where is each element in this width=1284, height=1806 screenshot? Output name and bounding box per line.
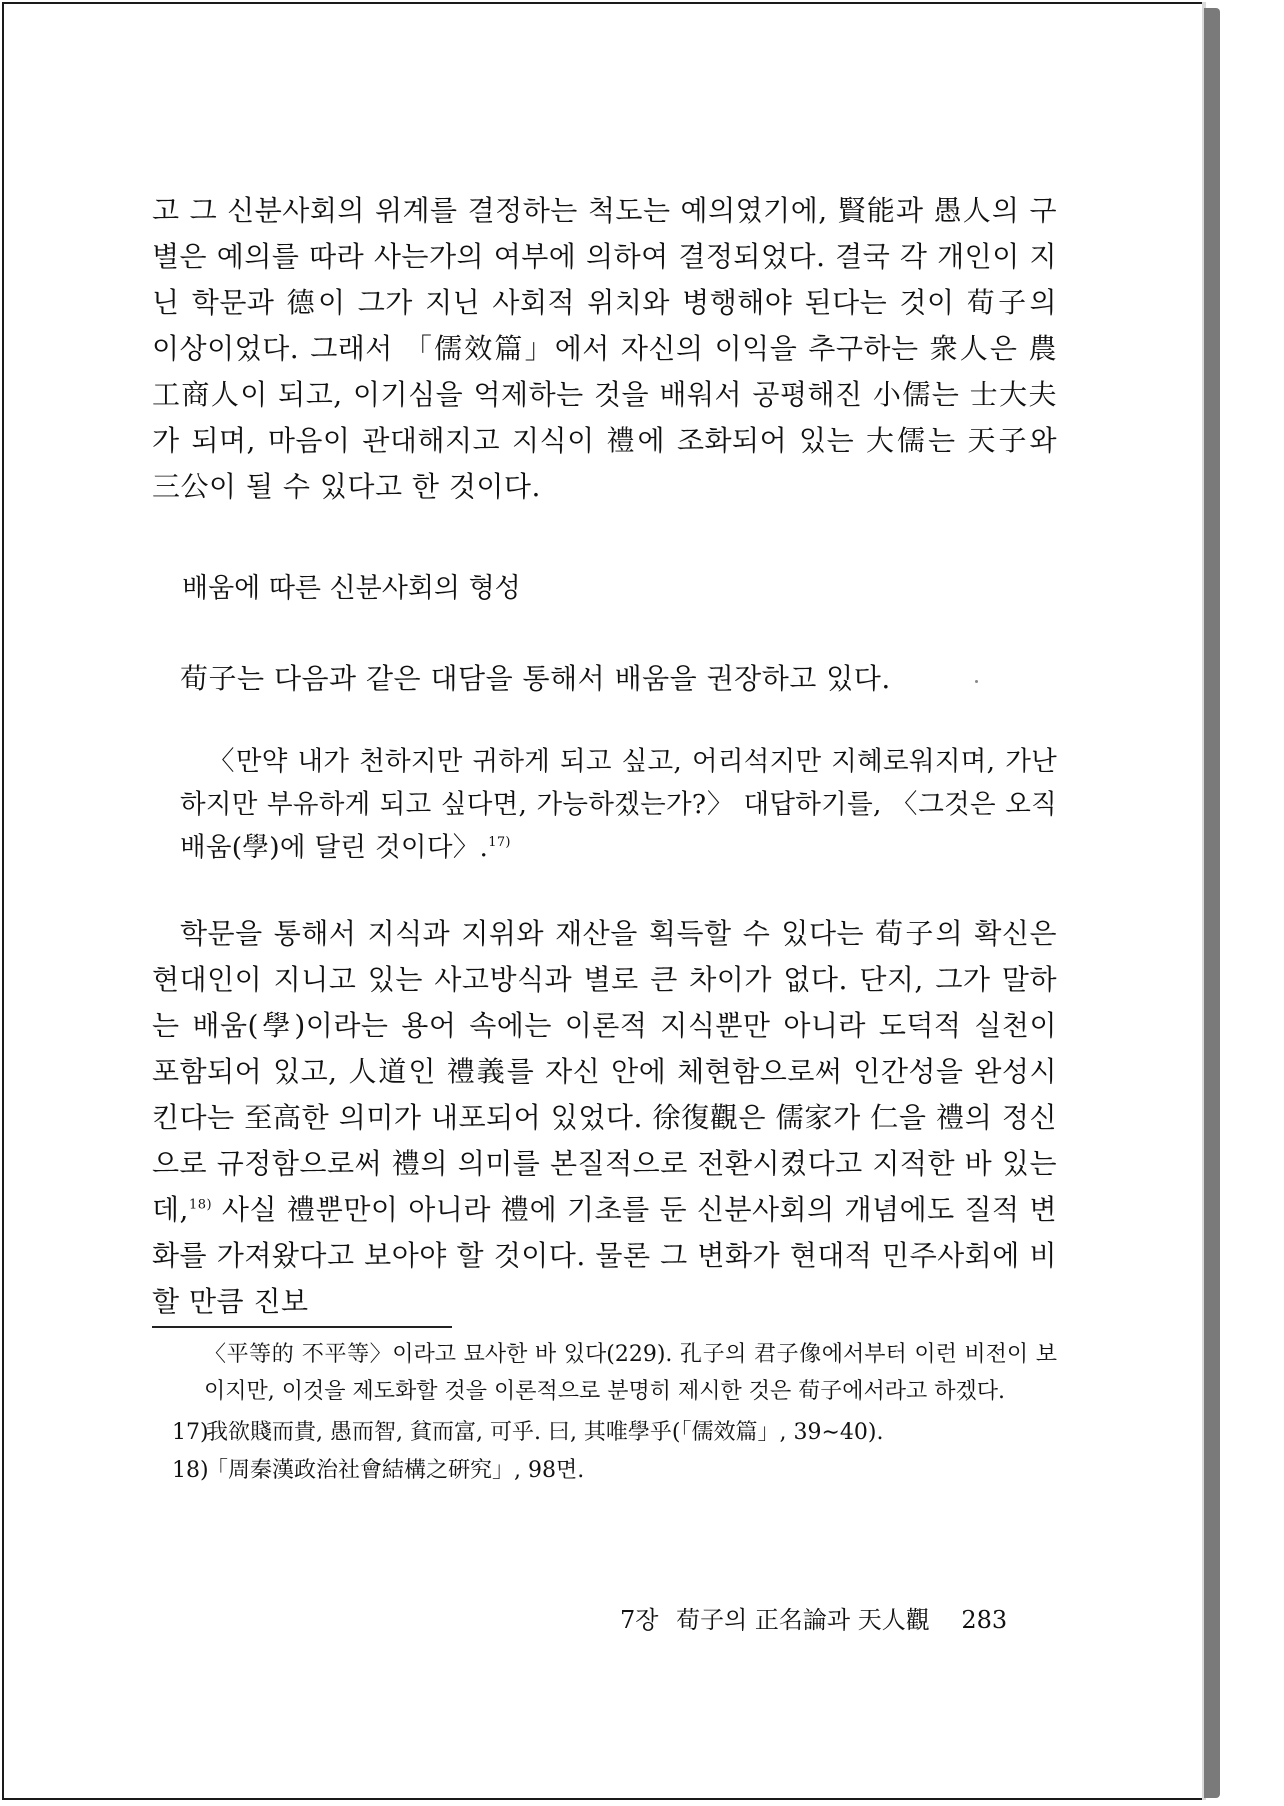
footnote-ref-18: 18) — [188, 1197, 213, 1213]
footer-chapter: 7장 — [620, 1606, 659, 1634]
footer-title: 荀子의 正名論과 天人觀 — [676, 1606, 930, 1634]
footnote-17-number: 17) — [172, 1420, 209, 1445]
page-number: 283 — [961, 1606, 1008, 1634]
footnote-18 — [152, 1452, 1057, 1490]
section-heading: 배움에 따른 신분사회의 형성 — [182, 573, 521, 604]
quote-body — [152, 740, 1057, 869]
footnote-17-text: 我欲賤而貴, 愚而智, 貧而富, 可乎. 曰, 其唯學乎(「儒效篇」, 39∼40). — [206, 1420, 884, 1445]
paragraph-3-part-b: 사실 禮뿐만이 아니라 禮에 기초를 둔 신분사회의 개념에도 질적 변화를 가져왔다고 보아야 할 것이다. 물론 그 변화가 현대적 민주사회에 비할 만큼 진보 — [152, 1193, 1057, 1318]
running-footer — [620, 1603, 1017, 1637]
footnote-18-text: 「周秦漢政治社會結構之硏究」, 98면. — [206, 1458, 585, 1483]
paragraph-3 — [152, 911, 1057, 1325]
body-text — [152, 188, 1057, 1325]
block-quote — [152, 740, 1057, 869]
footnote-17 — [152, 1414, 1057, 1452]
book-spine-shadow — [1204, 8, 1220, 1798]
paragraph-2: 荀子는 다음과 같은 대담을 통해서 배움을 권장하고 있다. — [180, 662, 891, 695]
paragraph-1: 고 그 신분사회의 위계를 결정하는 척도는 예의였기에, 賢能과 愚人의 구별은 예의를 따라 사는가의 여부에 의하여 결정되었다. 결국 각 개인이 지닌 학문과 德이 그가 지닌 사회적 위치와 병행해야 된다는 것이 荀子의 이상이었다. 그래서 「儒效篇」에서 자신의 이익을 추구하는 衆人은 農工商人이 되고, 이기심을 억제하는 것을 배워서 공평해진 小儒는 士大夫가 되며, 마음이 관대해지고 지식이 禮에 조화되어 있는 大儒는 天子와 三公이 될 수 있다고 한 것이다. — [152, 194, 1057, 503]
footnotes — [152, 1326, 1057, 1490]
footnote-18-number: 18) — [172, 1458, 209, 1483]
paragraph-3-part-a: 학문을 통해서 지식과 지위와 재산을 획득할 수 있다는 荀子의 확신은 현대인이 지니고 있는 사고방식과 별로 큰 차이가 없다. 단지, 그가 말하는 배움(學)이라는 용어 속에는 이론적 지식뿐만 아니라 도덕적 실천이 포함되어 있고, 人道인 禮義를 자신 안에 체현함으로써 인간성을 완성시킨다는 至高한 의미가 내포되어 있었다. 徐復觀은 儒家가 仁을 禮의 정신으로 규정함으로써 禮의 의미를 본질적으로 전환시켰다고 지적한 바 있는데, — [152, 917, 1057, 1226]
footnote-rule — [152, 1326, 452, 1328]
quote-text: 〈만약 내가 천하지만 귀하게 되고 싶고, 어리석지만 지혜로워지며, 가난하지만 부유하게 되고 싶다면, 가능하겠는가?〉 대답하기를, 〈그것은 오직 배움(學)에 달린 것이다〉. — [180, 746, 1057, 863]
footnote-ref-17: 17) — [488, 835, 511, 851]
footnote-continuation: 〈平等的 不平等〉이라고 묘사한 바 있다(229). 孔子의 君子像에서부터 이런 비전이 보이지만, 이것을 제도화할 것을 이론적으로 분명히 제시한 것은 荀子에서라고 하겠다. — [204, 1342, 1057, 1404]
